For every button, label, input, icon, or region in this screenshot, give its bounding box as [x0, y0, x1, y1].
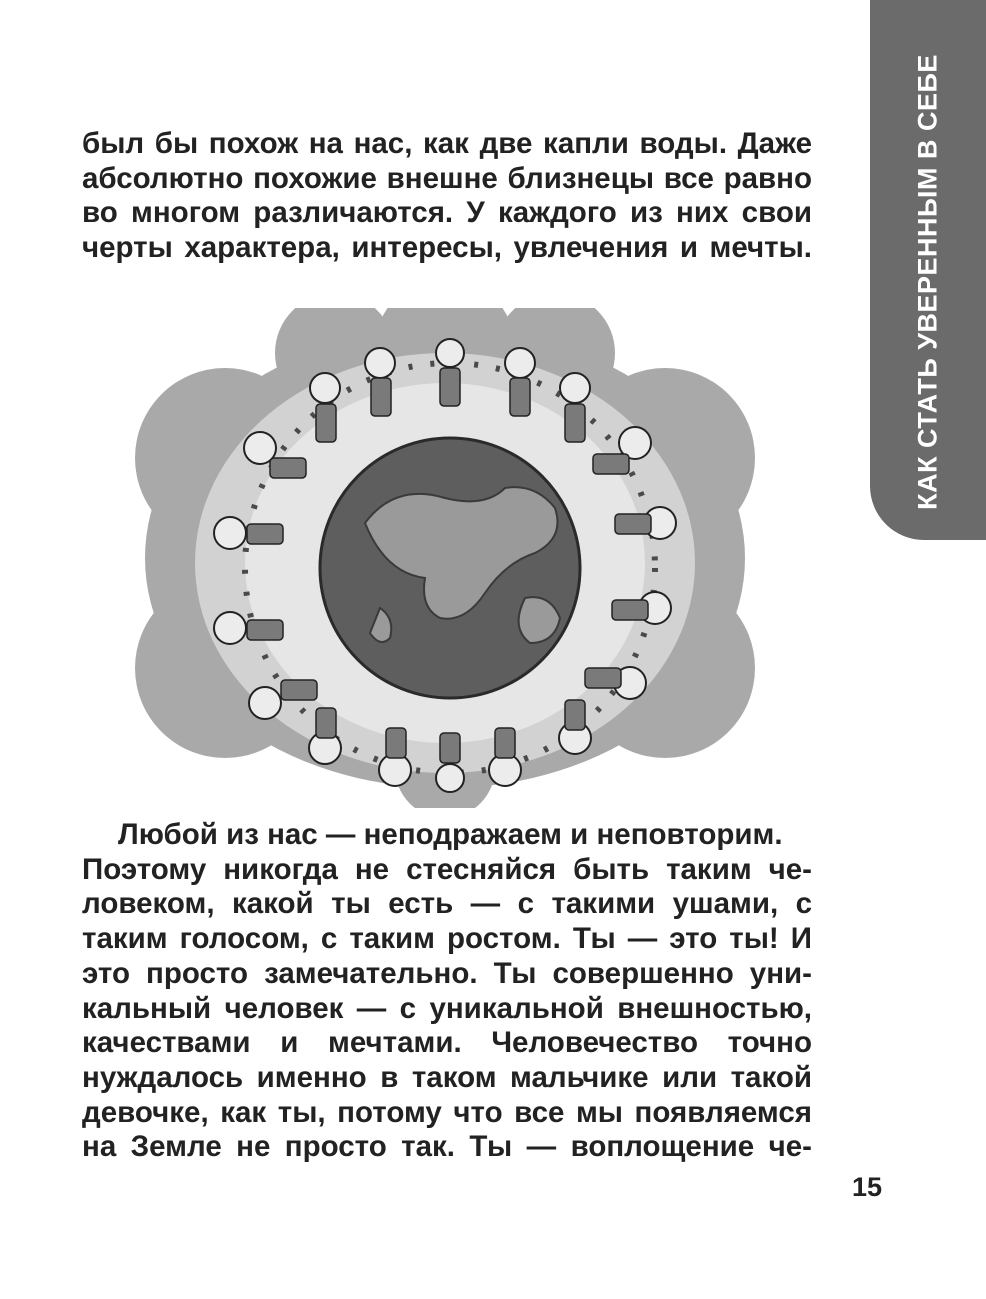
- paragraph-line: на Земле не просто так. Ты — воплощение че-: [82, 1130, 812, 1164]
- paragraph-line: Любой из нас — неподражаем и неповторим.: [118, 818, 783, 851]
- paragraph-line: абсолютно похожие внешне близнецы все равно: [82, 161, 812, 195]
- paragraph-line: это просто замечательно. Ты совершенно уни-: [82, 956, 812, 990]
- paragraph-line: был бы похож на нас, как две капли воды. Даже: [82, 127, 812, 160]
- children-around-globe-illustration: [135, 308, 755, 808]
- paragraph-line: кальный человек — с уникальной внешностью,: [82, 991, 812, 1025]
- paragraph-line: во многом различаются. У каждого из них свои: [82, 196, 812, 230]
- paragraph-line: нуждалось именно в таком мальчике или такой: [82, 1060, 812, 1094]
- page-number: 15: [851, 1172, 882, 1202]
- section-side-tab: [870, 0, 986, 540]
- paragraph-line: качествами и мечтами. Человечество точно: [82, 1026, 812, 1060]
- paragraph-line: Поэтому никогда не стесняйся быть таким че-: [82, 852, 812, 886]
- paragraph-line: таким голосом, с таким ростом. Ты — это ты! И: [82, 922, 812, 956]
- paragraph-line: черты характера, интересы, увлечения и мечты.: [82, 231, 812, 265]
- top-paragraph: [82, 127, 812, 266]
- paragraph-line: девочке, как ты, потому что все мы появляемся: [82, 1095, 812, 1129]
- section-title: КАК СТАТЬ УВЕРЕННЫМ В СЕБЕ: [912, 54, 943, 510]
- bottom-paragraph: [82, 818, 812, 1165]
- paragraph-line: ловеком, какой ты есть — с такими ушами, с: [82, 887, 812, 921]
